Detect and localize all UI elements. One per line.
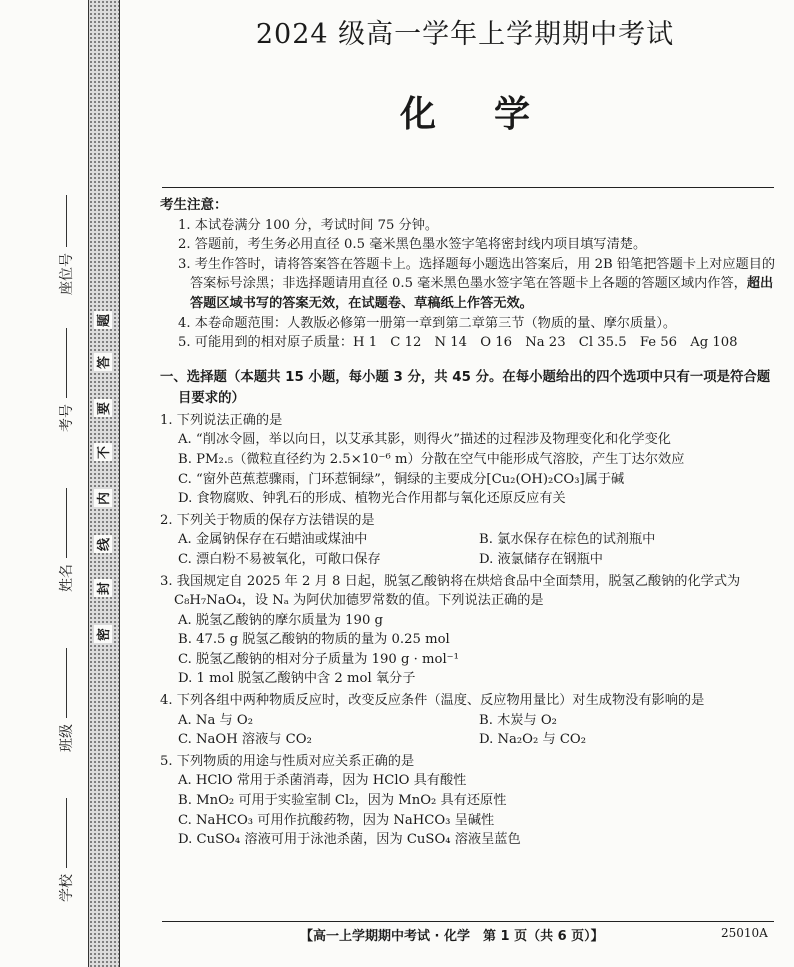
seal-word: 封 (94, 579, 112, 597)
exam-body (160, 196, 780, 850)
section-heading: 一、选择题（本题共 15 小题，每小题 3 分，共 45 分。在每小题给出的四个选项中只有一项是符合题目要求的） (160, 369, 771, 406)
footer-divider (162, 921, 774, 922)
option-b: B. 47.5 g 脱氢乙酸钠的物质的量为 0.25 mol (178, 632, 450, 648)
seat-number-field[interactable]: 座位号 (56, 195, 76, 295)
option-b: B. PM₂.₅（微粒直径约为 2.5×10⁻⁶ m）分散在空气中能形成气溶胶，产生丁达尔效应 (178, 451, 685, 467)
binding-margin (0, 0, 88, 967)
option-d: D. 食物腐败、钟乳石的形成、植物光合作用都与氧化还原反应有关 (178, 491, 566, 507)
question-stem: 3. 我国规定自 2025 年 2 月 8 日起，脱氢乙酸钠将在烘焙食品中全面禁用，脱氢乙酸钠的化学式为 C₈H₇NaO₄，设 Nₐ 为阿伏加德罗常数的值。下列说法正确的是 (160, 573, 741, 609)
seal-word: 题 (94, 311, 112, 329)
exam-number-field[interactable]: 考号 (56, 328, 76, 432)
notice-item: 1. 本试卷满分 100 分，考试时间 75 分钟。 (178, 217, 439, 233)
option-b: B. MnO₂ 可用于实验室制 Cl₂，因为 MnO₂ 具有还原性 (178, 793, 507, 809)
page-footer: 【高一上学期期中考试 · 化学 第 1 页（共 6 页）】 (300, 929, 604, 944)
notice-item: 5. 可能用到的相对原子质量：H 1 C 12 N 14 O 16 Na 23 Cl 35.5 Fe 56 Ag 108 (178, 335, 738, 351)
name-field[interactable]: 姓名 (56, 488, 76, 592)
notice-item: 4. 本卷命题范围：人教版必修第一册第一章到第二章第三节（物质的量、摩尔质量）。 (178, 315, 677, 331)
option-d: D. 1 mol 脱氢乙酸钠中含 2 mol 氧分子 (178, 671, 416, 687)
option-b: B. 木炭与 O₂ (479, 712, 557, 728)
option-a: A. HClO 常用于杀菌消毒，因为 HClO 具有酸性 (178, 773, 467, 789)
question-stem: 5. 下列物质的用途与性质对应关系正确的是 (160, 753, 415, 769)
option-d: D. Na₂O₂ 与 CO₂ (479, 732, 587, 748)
seal-word: 内 (94, 489, 112, 507)
option-d: D. CuSO₄ 溶液可用于泳池杀菌，因为 CuSO₄ 溶液呈蓝色 (178, 832, 521, 848)
option-a: A. Na 与 O₂ (178, 712, 253, 728)
seal-word: 要 (94, 399, 112, 417)
option-a: A. “削冰令圆，举以向日，以艾承其影，则得火”描述的过程涉及物理变化和化学变化 (178, 432, 671, 448)
option-c: C. NaHCO₃ 可用作抗酸药物，因为 NaHCO₃ 呈碱性 (178, 812, 495, 828)
seal-line-strip (88, 0, 120, 967)
option-c: C. “窗外芭蕉惹骤雨，门环惹铜绿”，铜绿的主要成分[Cu₂(OH)₂CO₃]属于碱 (178, 471, 625, 487)
subject-title: 化学 (399, 94, 588, 135)
notice-item: 3. 考生作答时，请将答案答在答题卡上。选择题每小题选出答案后，用 2B 铅笔把答题卡上对应题目的答案标号涂黑；非选择题请用直径 0.5 毫米黑色墨水签字笔在答题卡上各题的答题区域内作答，超出答题区域书写的答案无效，在试题卷、草稿纸上作答无效。 (178, 256, 776, 311)
question-stem: 4. 下列各组中两种物质反应时，改变反应条件（温度、反应物用量比）对生成物没有影响的是 (160, 693, 705, 709)
notice-item: 2. 答题前，考生务必用直径 0.5 毫米黑色墨水签字笔将密封线内项目填写清楚。 (178, 237, 647, 253)
question-stem: 1. 下列说法正确的是 (160, 412, 283, 428)
question-stem: 2. 下列关于物质的保存方法错误的是 (160, 512, 375, 528)
notice-warning: 超出答题区域书写的答案无效，在试题卷、草稿纸上作答无效。 (190, 276, 774, 311)
seal-word: 密 (94, 625, 112, 643)
school-field[interactable]: 学校 (56, 798, 76, 902)
paper-code: 25010A (721, 926, 768, 940)
exam-title: 2024 级高一学年上学期期中考试 (255, 19, 675, 50)
option-b: B. 氯水保存在棕色的试剂瓶中 (479, 532, 656, 548)
seal-word: 答 (94, 353, 112, 371)
class-field[interactable]: 班级 (56, 648, 76, 752)
option-a: A. 金属钠保存在石蜡油或煤油中 (178, 532, 368, 548)
notice-title: 考生注意： (160, 197, 228, 213)
option-d: D. 液氯储存在钢瓶中 (479, 551, 603, 567)
option-a: A. 脱氢乙酸钠的摩尔质量为 190 g (178, 612, 383, 628)
seal-word: 线 (94, 535, 112, 553)
option-c: C. 漂白粉不易被氧化，可敞口保存 (178, 551, 381, 567)
option-c: C. NaOH 溶液与 CO₂ (178, 732, 312, 748)
seal-word: 不 (94, 443, 112, 461)
header-divider (162, 187, 774, 188)
option-c: C. 脱氢乙酸钠的相对分子质量为 190 g · mol⁻¹ (178, 651, 459, 667)
